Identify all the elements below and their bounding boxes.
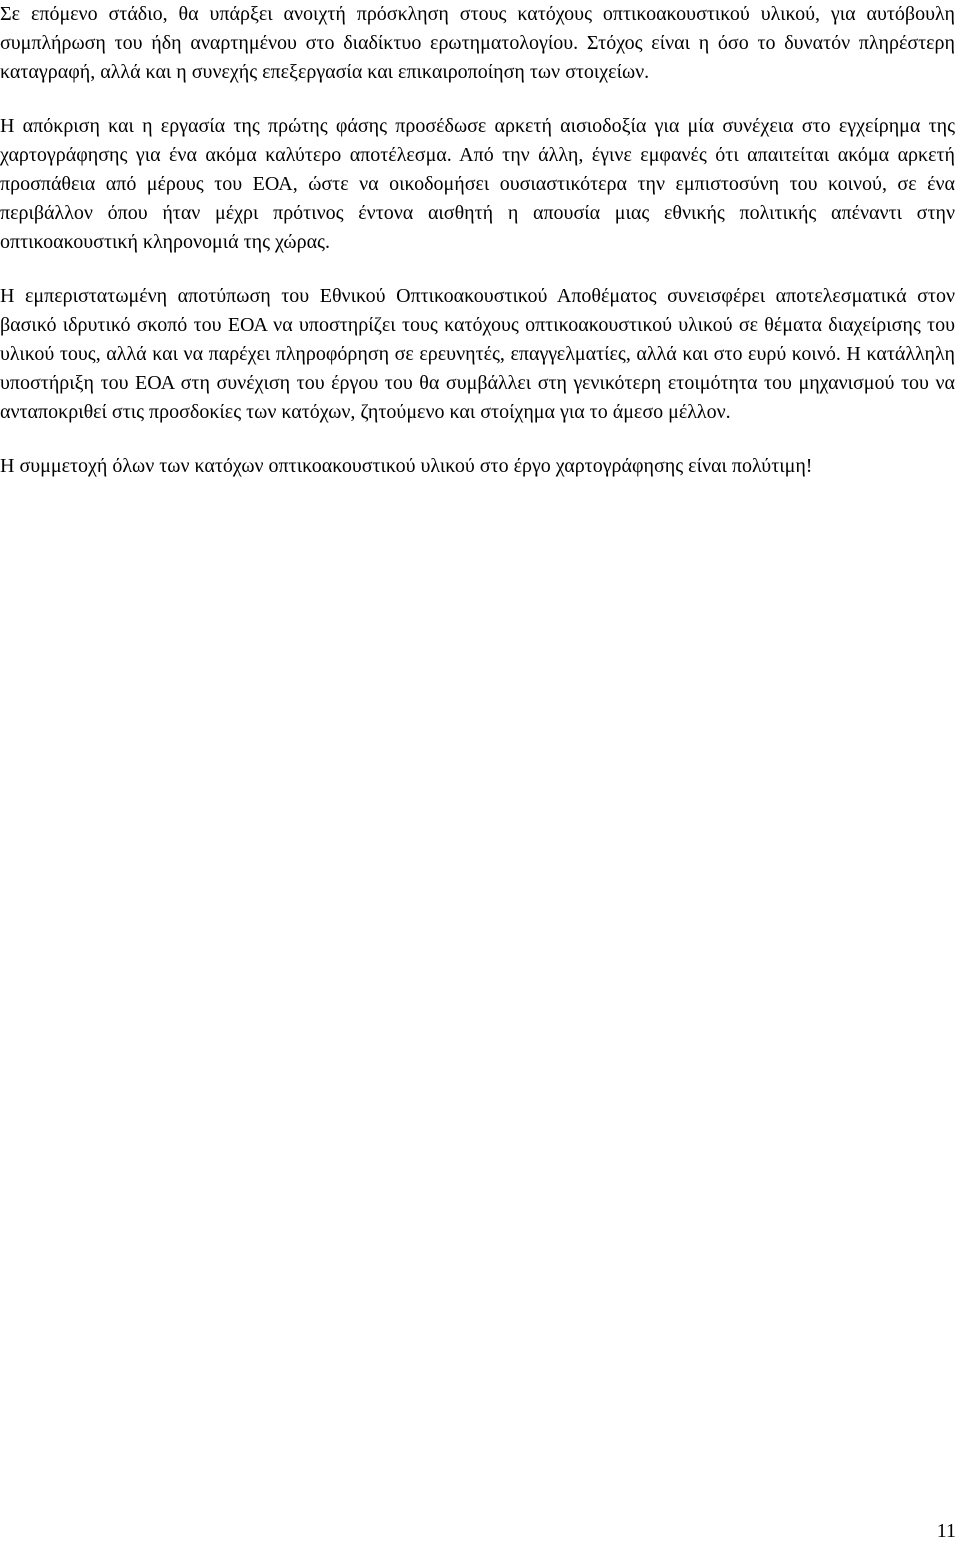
paragraph-national-stock-mapping: Η εμπεριστατωμένη αποτύπωση του Εθνικού Οπτικοακουστικού Αποθέματος συνεισφέρει αποτελεσματικά στον βασικό ιδρυτικό σκοπό του ΕΟΑ να υποστηρίζει τους κατόχους οπτικοακουστικού υλικού σε θέματα διαχείρισης του υλικού τους, αλλά και να παρέχει πληροφόρηση σε ερευνητές, επαγγελματίες, αλλά και στο ευρύ κοινό. Η κατάλληλη υποστήριξη του ΕΟΑ στη συνέχιση του έργου του θα συμβάλλει στη γενικότερη ετοιμότητα του μηχανισμού του να ανταποκριθεί στις προσδοκίες των κατόχων, ζητούμενο και στοίχημα για το άμεσο μέλλον. [0,285,955,423]
paragraph-first-phase-response: Η απόκριση και η εργασία της πρώτης φάσης προσέδωσε αρκετή αισιοδοξία για μία συνέχεια στο εγχείρημα της χαρτογράφησης για ένα ακόμα καλύτερο αποτέλεσμα. Από την άλλη, έγινε εμφανές ότι απαιτείται ακόμα αρκετή προσπάθεια από μέρους του ΕΟΑ, ώστε να οικοδομήσει ουσιαστικότερα την εμπιστοσύνη του κοινού, σε ένα περιβάλλον όπου ήταν μέχρι πρότινος έντονα αισθητή η απουσία μιας εθνικής πολιτικής απέναντι στην οπτικοακουστική κληρονομιά της χώρας. [0,115,955,253]
paragraph-participation-call: Η συμμετοχή όλων των κατόχων οπτικοακουστικού υλικού στο έργο χαρτογράφησης είναι πολύτιμη! [0,455,813,477]
page-body [0,0,955,481]
page-number: 11 [936,1520,956,1542]
paragraph-open-invitation: Σε επόμενο στάδιο, θα υπάρξει ανοιχτή πρόσκληση στους κατόχους οπτικοακουστικού υλικού, για αυτόβουλη συμπλήρωση του ήδη αναρτημένου στο διαδίκτυο ερωτηματολογίου. Στόχος είναι η όσο το δυνατόν πληρέστερη καταγραφή, αλλά και η συνεχής επεξεργασία και επικαιροποίηση των στοιχείων. [0,3,955,83]
